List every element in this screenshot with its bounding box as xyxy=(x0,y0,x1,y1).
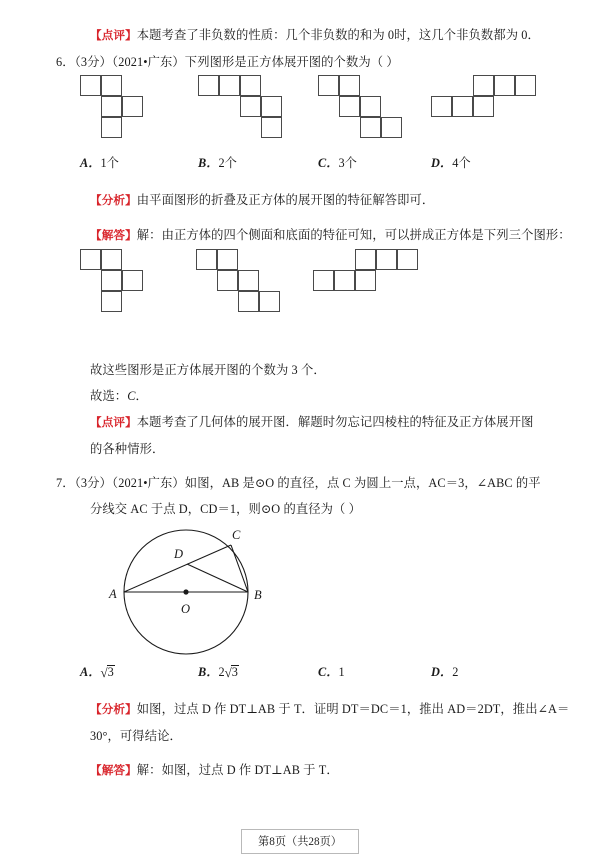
net-cell xyxy=(261,96,282,117)
q7-analysis-text-2: 30°，可得结论． xyxy=(90,729,182,743)
q6-score: （3分） xyxy=(74,55,112,69)
q6-choice-a-label: A． xyxy=(80,156,101,170)
label-C: C xyxy=(232,528,241,542)
q6-conclusion-1-text: 故这些图形是正方体展开图的个数为 3 个． xyxy=(90,363,326,377)
net-cell xyxy=(122,270,143,291)
q6-conclusion-2 xyxy=(68,383,542,409)
q7-choice-b-coef: 2 xyxy=(218,665,225,679)
q6-answer-letter: C xyxy=(127,389,136,403)
q6-choice-d[interactable] xyxy=(431,153,471,171)
net-cell xyxy=(240,96,261,117)
net-cell xyxy=(473,75,494,96)
analysis-tag: 【分析】 xyxy=(90,194,137,207)
q7-choice-a-label: A． xyxy=(80,665,101,679)
q7-analysis-line-1 xyxy=(68,696,570,723)
net-cell xyxy=(240,75,261,96)
q6-analysis-text: 由平面图形的折叠及正方体的展开图的特征解答即可． xyxy=(136,193,435,207)
net-cell xyxy=(196,249,217,270)
net-cell xyxy=(101,291,122,312)
q6-stem-line xyxy=(56,49,542,75)
q7-stem-text-2: 分线交 AC 于点 D，CD＝1，则⊙O 的直径为（ ） xyxy=(90,502,362,516)
net-cell xyxy=(238,270,259,291)
q7-choice-b-radicand: 3 xyxy=(231,665,238,679)
net-cell xyxy=(473,96,494,117)
sqrt-icon: √ xyxy=(224,665,232,680)
q6-choice-a[interactable] xyxy=(80,153,119,171)
net-cell xyxy=(80,249,101,270)
net-cell xyxy=(515,75,536,96)
net-cell xyxy=(339,75,360,96)
q7-solution-text-1: 解：如图，过点 D 作 DT⊥AB 于 T． xyxy=(136,763,339,777)
q6-choice-b-label: B． xyxy=(198,156,219,170)
q6-comment-text: 本题考查了几何体的展开图．解题时勿忘记四棱柱的特征及正方体展开图的各种情形． xyxy=(90,415,534,456)
q7-choice-a-radicand: 3 xyxy=(107,665,114,679)
net-cell xyxy=(360,117,381,138)
net-cell xyxy=(101,270,122,291)
q6-solution-lead-line xyxy=(68,222,571,249)
q6-choice-c-text: 3个 xyxy=(338,156,357,170)
net-cell xyxy=(360,96,381,117)
net-cell xyxy=(334,270,355,291)
q7-source: （2021•广东） xyxy=(111,476,185,490)
net-cell xyxy=(122,96,143,117)
net-cell xyxy=(318,75,339,96)
net-cell xyxy=(494,75,515,96)
q6-choice-c[interactable] xyxy=(318,153,357,171)
net-cell xyxy=(217,249,238,270)
label-A: A xyxy=(109,587,117,601)
net-cell xyxy=(101,75,122,96)
net-cell xyxy=(219,75,240,96)
q7-stem-text-1: 如图，AB 是⊙O 的直径，点 C 为圆上一点，AC＝3，∠ABC 的平 xyxy=(184,476,541,490)
label-B: B xyxy=(254,588,262,602)
q6-stem-text: 下列图形是正方体展开图的个数为（ ） xyxy=(184,55,399,69)
net-cell xyxy=(397,249,418,270)
q6-number: 6． xyxy=(56,55,75,69)
q6-choice-a-text: 1个 xyxy=(100,156,119,170)
net-cell xyxy=(452,96,473,117)
center-point-O xyxy=(183,589,188,594)
q6-choice-d-text: 4个 xyxy=(452,156,471,170)
q7-choice-c-text: 1 xyxy=(338,665,345,679)
q7-diagram-container xyxy=(68,522,542,662)
net-cell xyxy=(376,249,397,270)
net-cell xyxy=(381,117,402,138)
q6-solution-figures xyxy=(68,249,542,331)
net-cell xyxy=(217,270,238,291)
q7-choice-c-label: C． xyxy=(318,665,339,679)
net-cell xyxy=(238,291,259,312)
label-O: O xyxy=(181,602,191,616)
q6-solution-lead-text: 解：由正方体的四个侧面和底面的特征可知，可以拼成正方体是下列三个图形： xyxy=(136,228,571,242)
q7-choice-d-label: D． xyxy=(431,665,453,679)
q7-choices xyxy=(68,662,542,688)
q6-conclusion-2-prefix: 故选： xyxy=(90,389,128,403)
net-cell xyxy=(313,270,334,291)
q7-number: 7． xyxy=(56,476,75,490)
q7-score: （3分） xyxy=(74,476,112,490)
q6-conclusion-2-suffix: ． xyxy=(135,389,148,403)
q7-choice-b[interactable] xyxy=(198,662,239,681)
q7-stem-line-2 xyxy=(68,496,542,522)
q7-choice-a[interactable] xyxy=(80,662,115,681)
sqrt-icon: √ xyxy=(100,665,108,680)
q7-choice-d[interactable] xyxy=(431,662,458,680)
q6-source: （2021•广东） xyxy=(111,55,185,69)
q7-stem-line-1 xyxy=(56,470,542,496)
page-number-label: 第8页（共28页） xyxy=(241,829,359,854)
circle-diagram-abcd xyxy=(76,522,306,662)
q6-analysis-line xyxy=(68,187,542,214)
solution-tag: 【解答】 xyxy=(90,764,137,777)
q7-choice-c[interactable] xyxy=(318,662,345,680)
net-cell xyxy=(80,75,101,96)
net-cell xyxy=(101,96,122,117)
net-cell xyxy=(261,117,282,138)
q6-choice-d-label: D． xyxy=(431,156,453,170)
net-cell xyxy=(198,75,219,96)
q6-question-figures xyxy=(68,75,542,153)
comment-tag: 【点评】 xyxy=(90,29,137,42)
q7-solution-line-1 xyxy=(68,757,542,784)
q7-choice-d-text: 2 xyxy=(452,665,459,679)
q7-choice-b-label: B． xyxy=(198,665,219,679)
q6-conclusion-1 xyxy=(68,357,542,383)
q5-comment-line xyxy=(68,22,542,49)
net-cell xyxy=(259,291,280,312)
net-cell xyxy=(355,249,376,270)
page-footer xyxy=(0,829,600,854)
net-cell xyxy=(101,117,122,138)
q7-analysis-text-1: 如图，过点 D 作 DT⊥AB 于 T．证明 DT＝DC＝1，推出 AD＝2DT，推出∠A＝ xyxy=(136,702,570,716)
q5-comment-text: 本题考查了非负数的性质：几个非负数的和为 0时，这几个非负数都为 0． xyxy=(136,28,540,42)
analysis-tag: 【分析】 xyxy=(90,703,137,716)
q6-choice-b[interactable] xyxy=(198,153,237,171)
net-cell xyxy=(101,249,122,270)
net-cell xyxy=(355,270,376,291)
solution-tag: 【解答】 xyxy=(90,229,137,242)
q6-choice-b-text: 2个 xyxy=(218,156,237,170)
q6-comment-line xyxy=(68,409,542,462)
comment-tag: 【点评】 xyxy=(90,416,137,429)
q6-choices xyxy=(68,153,542,179)
q6-choice-c-label: C． xyxy=(318,156,339,170)
net-cell xyxy=(339,96,360,117)
net-cell xyxy=(431,96,452,117)
q7-analysis-line-2 xyxy=(68,723,542,749)
label-D: D xyxy=(174,547,184,561)
